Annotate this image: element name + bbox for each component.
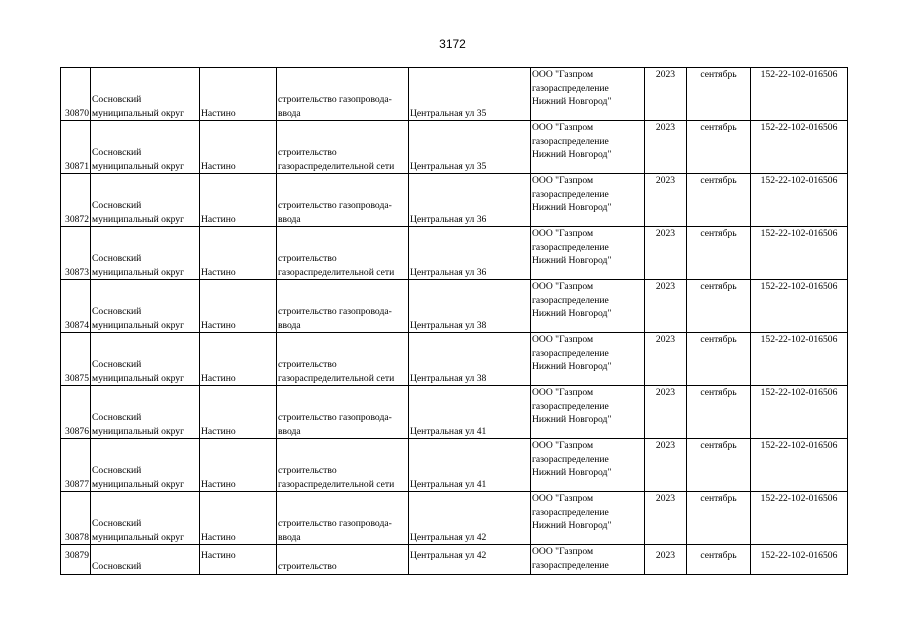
work-type-cell-line: строительство <box>278 253 337 264</box>
work-type-cell <box>277 545 409 575</box>
row-number: 30872 <box>61 174 91 227</box>
month-cell: сентябрь <box>687 439 751 492</box>
work-type-cell-line: строительство <box>278 465 337 476</box>
table-row <box>61 227 848 280</box>
month-cell: сентябрь <box>687 492 751 545</box>
organization-cell-line: газораспределение <box>532 453 609 465</box>
village-cell: Настино <box>200 333 277 386</box>
organization-cell <box>531 333 645 386</box>
organization-cell <box>531 227 645 280</box>
row-number: 30875 <box>61 333 91 386</box>
district-cell-line: муниципальный округ <box>92 372 185 384</box>
code-cell: 152-22-102-016506 <box>751 492 848 545</box>
work-type-cell <box>277 227 409 280</box>
year-cell: 2023 <box>645 227 687 280</box>
district-cell-line: муниципальный округ <box>92 266 185 278</box>
work-type-cell-line: ввода <box>278 213 301 225</box>
district-cell <box>91 386 200 439</box>
organization-cell-line: Нижний Новгород" <box>532 96 612 107</box>
code-cell: 152-22-102-016506 <box>751 386 848 439</box>
work-type-cell-line: строительство <box>278 147 337 158</box>
district-cell-line: Сосновский <box>92 412 142 423</box>
address-cell: Центральная ул 42 <box>409 545 531 575</box>
row-number: 30873 <box>61 227 91 280</box>
organization-cell <box>531 174 645 227</box>
code-cell: 152-22-102-016506 <box>751 545 848 575</box>
month-cell: сентябрь <box>687 227 751 280</box>
work-type-cell-line: ввода <box>278 107 301 119</box>
address-cell: Центральная ул 41 <box>409 439 531 492</box>
work-type-cell-line: строительство газопровода- <box>278 306 392 317</box>
organization-cell <box>531 545 645 575</box>
work-type-cell-line: газораспределительной сети <box>278 160 395 172</box>
month-cell: сентябрь <box>687 386 751 439</box>
organization-cell-line: газораспределение <box>532 347 609 359</box>
organization-cell <box>531 439 645 492</box>
organization-cell <box>531 68 645 121</box>
year-cell: 2023 <box>645 280 687 333</box>
organization-cell-line: газораспределение <box>532 241 609 253</box>
code-cell: 152-22-102-016506 <box>751 68 848 121</box>
year-cell: 2023 <box>645 439 687 492</box>
organization-cell-line: ООО "Газпром <box>532 175 594 186</box>
district-cell-line: муниципальный округ <box>92 531 185 543</box>
organization-cell-line: газораспределение <box>532 506 609 518</box>
work-type-cell <box>277 174 409 227</box>
organization-cell-line: ООО "Газпром <box>532 493 594 504</box>
row-number: 30870 <box>61 68 91 121</box>
organization-cell-line: Нижний Новгород" <box>532 255 612 266</box>
registry-table <box>60 67 848 575</box>
table-row <box>61 333 848 386</box>
address-cell: Центральная ул 35 <box>409 68 531 121</box>
organization-cell-line: Нижний Новгород" <box>532 361 612 372</box>
district-cell <box>91 545 200 575</box>
district-cell-line: Сосновский <box>92 560 142 572</box>
organization-cell-line: газораспределение <box>532 559 609 571</box>
page-number: 3172 <box>439 37 466 51</box>
district-cell <box>91 227 200 280</box>
organization-cell-line: ООО "Газпром <box>532 334 594 345</box>
work-type-cell-line: строительство газопровода- <box>278 518 392 529</box>
code-cell: 152-22-102-016506 <box>751 174 848 227</box>
village-cell: Настино <box>200 121 277 174</box>
year-cell: 2023 <box>645 492 687 545</box>
row-number: 30878 <box>61 492 91 545</box>
year-cell: 2023 <box>645 121 687 174</box>
work-type-cell-line: строительство газопровода- <box>278 412 392 423</box>
year-cell: 2023 <box>645 545 687 575</box>
address-cell: Центральная ул 42 <box>409 492 531 545</box>
organization-cell-line: ООО "Газпром <box>532 69 594 80</box>
organization-cell-line: Нижний Новгород" <box>532 467 612 478</box>
organization-cell-line: Нижний Новгород" <box>532 308 612 319</box>
month-cell: сентябрь <box>687 333 751 386</box>
district-cell-line: муниципальный округ <box>92 160 185 172</box>
organization-cell-line: Нижний Новгород" <box>532 414 612 425</box>
work-type-cell <box>277 121 409 174</box>
district-cell-line: Сосновский <box>92 94 142 105</box>
organization-cell-line: газораспределение <box>532 82 609 94</box>
work-type-cell-line: ввода <box>278 319 301 331</box>
table-row <box>61 121 848 174</box>
organization-cell <box>531 492 645 545</box>
work-type-cell <box>277 386 409 439</box>
row-number: 30879 <box>61 545 91 575</box>
organization-cell-line: Нижний Новгород" <box>532 520 612 531</box>
district-cell-line: муниципальный округ <box>92 213 185 225</box>
work-type-cell-line: ввода <box>278 425 301 437</box>
village-cell: Настино <box>200 545 277 575</box>
year-cell: 2023 <box>645 386 687 439</box>
district-cell-line: Сосновский <box>92 306 142 317</box>
organization-cell-line: газораспределение <box>532 400 609 412</box>
organization-cell-line: ООО "Газпром <box>532 281 594 292</box>
district-cell <box>91 439 200 492</box>
organization-cell <box>531 121 645 174</box>
address-cell: Центральная ул 38 <box>409 333 531 386</box>
code-cell: 152-22-102-016506 <box>751 333 848 386</box>
month-cell: сентябрь <box>687 545 751 575</box>
district-cell <box>91 174 200 227</box>
table-row <box>61 68 848 121</box>
district-cell <box>91 280 200 333</box>
code-cell: 152-22-102-016506 <box>751 121 848 174</box>
row-number: 30876 <box>61 386 91 439</box>
table-row <box>61 280 848 333</box>
organization-cell <box>531 280 645 333</box>
year-cell: 2023 <box>645 68 687 121</box>
work-type-cell-line: газораспределительной сети <box>278 266 395 278</box>
work-type-cell-line: газораспределительной сети <box>278 478 395 490</box>
work-type-cell <box>277 68 409 121</box>
address-cell: Центральная ул 36 <box>409 227 531 280</box>
district-cell <box>91 121 200 174</box>
work-type-cell-line: газораспределительной сети <box>278 372 395 384</box>
organization-cell-line: Нижний Новгород" <box>532 149 612 160</box>
work-type-cell <box>277 439 409 492</box>
organization-cell-line: газораспределение <box>532 188 609 200</box>
code-cell: 152-22-102-016506 <box>751 227 848 280</box>
village-cell: Настино <box>200 280 277 333</box>
month-cell: сентябрь <box>687 174 751 227</box>
district-cell-line: муниципальный округ <box>92 107 185 119</box>
work-type-cell-line: строительство <box>278 560 337 572</box>
district-cell-line: муниципальный округ <box>92 319 185 331</box>
table-row <box>61 439 848 492</box>
organization-cell-line: ООО "Газпром <box>532 546 594 557</box>
district-cell-line: Сосновский <box>92 147 142 158</box>
organization-cell-line: ООО "Газпром <box>532 228 594 239</box>
code-cell: 152-22-102-016506 <box>751 280 848 333</box>
month-cell: сентябрь <box>687 280 751 333</box>
table-body <box>61 68 848 575</box>
district-cell-line: Сосновский <box>92 359 142 370</box>
district-cell-line: Сосновский <box>92 200 142 211</box>
organization-cell-line: ООО "Газпром <box>532 440 594 451</box>
month-cell: сентябрь <box>687 68 751 121</box>
organization-cell-line: ООО "Газпром <box>532 387 594 398</box>
work-type-cell-line: строительство газопровода- <box>278 94 392 105</box>
district-cell-line: муниципальный округ <box>92 425 185 437</box>
table-row <box>61 492 848 545</box>
work-type-cell <box>277 280 409 333</box>
work-type-cell-line: ввода <box>278 531 301 543</box>
organization-cell-line: газораспределение <box>532 294 609 306</box>
work-type-cell <box>277 333 409 386</box>
organization-cell <box>531 386 645 439</box>
village-cell: Настино <box>200 439 277 492</box>
village-cell: Настино <box>200 227 277 280</box>
village-cell: Настино <box>200 386 277 439</box>
row-number: 30877 <box>61 439 91 492</box>
address-cell: Центральная ул 35 <box>409 121 531 174</box>
address-cell: Центральная ул 38 <box>409 280 531 333</box>
address-cell: Центральная ул 41 <box>409 386 531 439</box>
organization-cell-line: Нижний Новгород" <box>532 202 612 213</box>
district-cell-line: Сосновский <box>92 465 142 476</box>
village-cell: Настино <box>200 492 277 545</box>
district-cell-line: Сосновский <box>92 518 142 529</box>
organization-cell-line: ООО "Газпром <box>532 122 594 133</box>
address-cell: Центральная ул 36 <box>409 174 531 227</box>
district-cell <box>91 492 200 545</box>
row-number: 30871 <box>61 121 91 174</box>
district-cell <box>91 68 200 121</box>
work-type-cell <box>277 492 409 545</box>
month-cell: сентябрь <box>687 121 751 174</box>
district-cell-line: муниципальный округ <box>92 478 185 490</box>
organization-cell-line: газораспределение <box>532 135 609 147</box>
year-cell: 2023 <box>645 333 687 386</box>
table-row <box>61 386 848 439</box>
table-row <box>61 545 848 575</box>
work-type-cell-line: строительство <box>278 359 337 370</box>
table-row <box>61 174 848 227</box>
work-type-cell-line: строительство газопровода- <box>278 200 392 211</box>
code-cell: 152-22-102-016506 <box>751 439 848 492</box>
village-cell: Настино <box>200 68 277 121</box>
year-cell: 2023 <box>645 174 687 227</box>
row-number: 30874 <box>61 280 91 333</box>
village-cell: Настино <box>200 174 277 227</box>
district-cell-line: Сосновский <box>92 253 142 264</box>
district-cell <box>91 333 200 386</box>
